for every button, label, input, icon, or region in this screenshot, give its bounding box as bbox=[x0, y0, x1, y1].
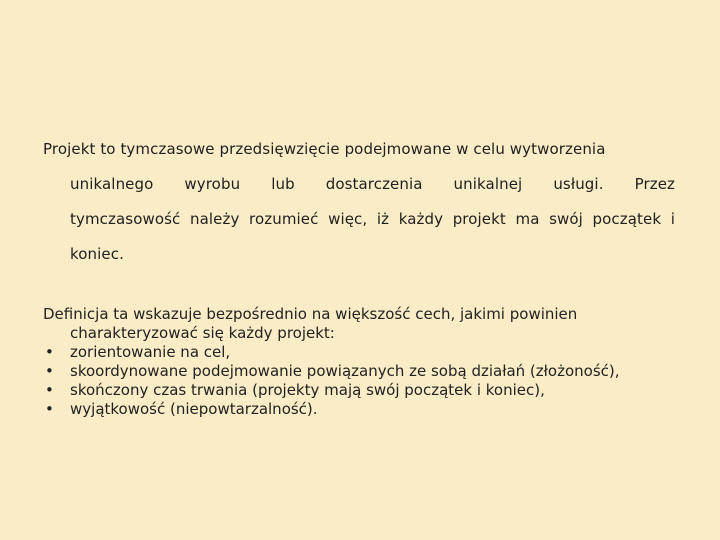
list-item bbox=[43, 400, 683, 419]
list-item bbox=[43, 381, 683, 400]
list-item-text: wyjątkowość (niepowtarzalność). bbox=[70, 400, 318, 418]
characteristics-intro-line-1: Definicja ta wskazuje bezpośrednio na większość cech, jakimi powinien bbox=[43, 305, 578, 323]
project-definition bbox=[43, 132, 675, 272]
definition-line-2: unikalnego wyrobu lub dostarczenia unikalnej usługi. Przez bbox=[70, 175, 675, 193]
definition-line-3: tymczasowość należy rozumieć więc, iż każdy projekt ma swój początek i bbox=[70, 210, 675, 228]
list-item-text: skoordynowane podejmowanie powiązanych ze sobą działań (złożoność), bbox=[70, 362, 620, 380]
project-characteristics bbox=[43, 305, 683, 419]
definition-line-1: Projekt to tymczasowe przedsięwzięcie podejmowane w celu wytworzenia bbox=[43, 140, 606, 158]
characteristics-list bbox=[43, 343, 683, 419]
list-item-text: zorientowanie na cel, bbox=[70, 343, 231, 361]
bullet-icon: • bbox=[45, 381, 54, 399]
definition-continuation bbox=[43, 167, 675, 272]
list-item bbox=[43, 362, 683, 381]
bullet-icon: • bbox=[45, 400, 54, 418]
characteristics-intro-line-2: charakteryzować się każdy projekt: bbox=[70, 324, 335, 342]
bullet-icon: • bbox=[45, 343, 54, 361]
list-item-text: skończony czas trwania (projekty mają swój początek i koniec), bbox=[70, 381, 545, 399]
definition-line-4: koniec. bbox=[70, 245, 124, 263]
list-item bbox=[43, 343, 683, 362]
bullet-icon: • bbox=[45, 362, 54, 380]
